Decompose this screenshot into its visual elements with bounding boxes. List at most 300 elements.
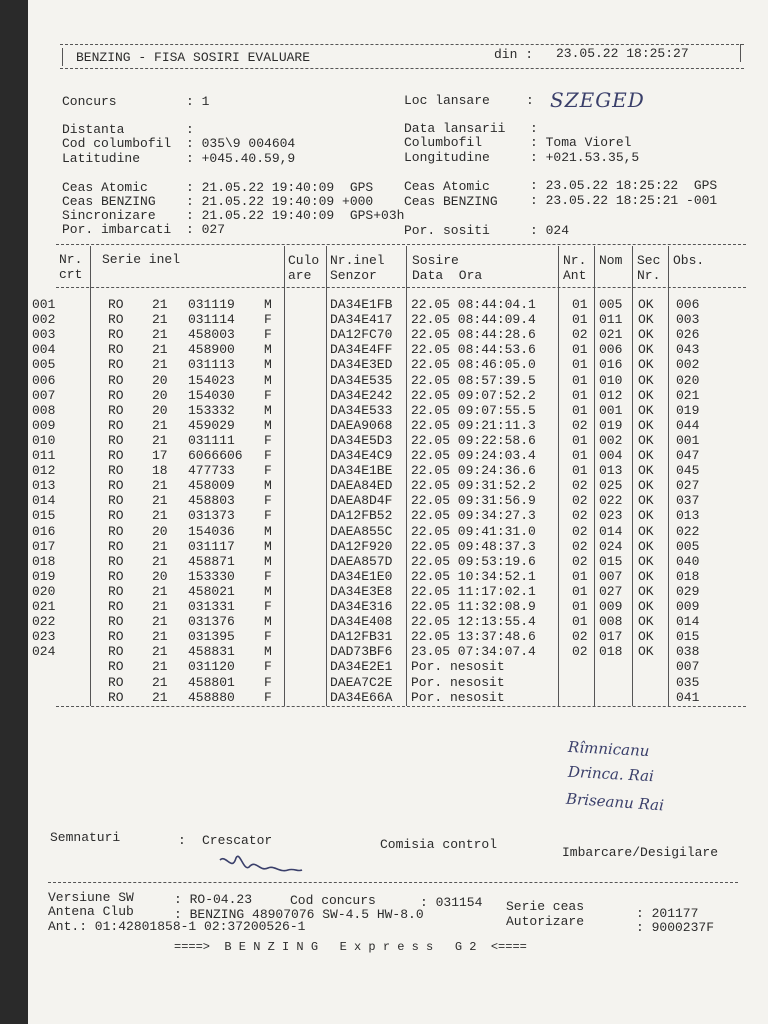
loc-lansare-handwriting: SZEGED (550, 88, 645, 112)
cell-cc: RO (108, 478, 124, 494)
cell-crt: 006 (32, 372, 56, 388)
cell-obs: 001 (676, 432, 700, 448)
cell-num: 154023 (188, 372, 235, 388)
cell-yr: 21 (152, 583, 168, 599)
cell-cc: RO (108, 432, 124, 448)
cell-inel: DAD73BF6 (330, 644, 393, 660)
ceas-atomic-right-label: Ceas Atomic (404, 179, 490, 194)
cell-nom: 015 (599, 553, 623, 569)
crescator-label: Crescator (202, 833, 273, 848)
cell-num: 031395 (188, 629, 235, 645)
cell-num: 458880 (188, 689, 235, 705)
cell-inel: DA34E242 (330, 387, 393, 403)
cell-cc: RO (108, 553, 124, 569)
cell-ant: 01 (572, 583, 588, 599)
crescator-signature (216, 852, 306, 880)
cell-ant: 01 (572, 312, 588, 328)
cod-columbofil-value: : 035\9 004604 (186, 136, 296, 151)
cell-sosire: 22.05 08:44:09.4 (411, 312, 536, 328)
cell-sex: F (264, 432, 272, 448)
cell-inel: DA34E535 (330, 372, 393, 388)
cell-crt: 024 (32, 644, 56, 660)
cell-ant: 01 (572, 463, 588, 479)
cell-ant: 02 (572, 644, 588, 660)
ceas-atomic-left-value: : 21.05.22 19:40:09 GPS (186, 180, 374, 195)
cell-cc: RO (108, 493, 124, 509)
distanta-label: Distanta (62, 122, 125, 137)
cell-obs: 040 (676, 553, 700, 569)
header-top-rule (60, 44, 744, 45)
imbarcare-label: Imbarcare/Desigilare (562, 845, 719, 860)
cell-ant: 02 (572, 478, 588, 494)
cell-inel: DA34E408 (330, 614, 393, 630)
cell-sex: F (264, 659, 272, 675)
footer-top-rule (48, 882, 738, 883)
cell-sec: OK (638, 583, 654, 599)
cell-ant: 01 (572, 432, 588, 448)
cell-nom: 021 (599, 327, 623, 343)
cell-inel: DA34E1FB (330, 297, 393, 312)
cell-sex: M (264, 538, 272, 554)
cell-ant: 01 (572, 387, 588, 403)
cell-num: 031119 (188, 297, 235, 312)
table-row (28, 478, 768, 493)
cell-sosire: 22.05 08:44:04.1 (411, 297, 536, 312)
cell-inel: DA34E3E8 (330, 583, 393, 599)
cell-yr: 21 (152, 357, 168, 373)
th-obs: Obs. (673, 253, 705, 268)
cell-yr: 17 (152, 448, 168, 463)
cell-inel: DAEA857D (330, 553, 393, 569)
th-serie-inel: Serie inel (102, 252, 181, 267)
cell-crt: 014 (32, 493, 56, 509)
cell-inel: DA34E417 (330, 312, 393, 328)
cell-sex: M (264, 297, 272, 312)
cell-sec: OK (638, 312, 654, 328)
cell-inel: DA12FB52 (330, 508, 393, 524)
cell-yr: 21 (152, 478, 168, 494)
th-sosire: Sosire (412, 253, 459, 268)
cell-sex: F (264, 387, 272, 403)
cell-yr: 21 (152, 659, 168, 675)
cell-sec: OK (638, 614, 654, 630)
cell-obs: 021 (676, 387, 700, 403)
table-row (28, 659, 768, 674)
cell-inel: DAEA9068 (330, 417, 393, 433)
cell-sosire: 22.05 08:44:28.6 (411, 327, 536, 343)
table-row (28, 312, 768, 327)
cell-cc: RO (108, 629, 124, 645)
table-row (28, 690, 768, 705)
cell-yr: 21 (152, 538, 168, 554)
table-row (28, 297, 768, 312)
cell-obs: 037 (676, 493, 700, 509)
cell-sex: F (264, 508, 272, 524)
cell-crt: 019 (32, 568, 56, 584)
ceas-benzing-left-label: Ceas BENZING (62, 194, 156, 209)
cell-num: 031373 (188, 508, 235, 524)
cell-ant: 01 (572, 372, 588, 388)
cell-sec: OK (638, 553, 654, 569)
cell-sex: M (264, 417, 272, 433)
table-row (28, 675, 768, 690)
cell-sec: OK (638, 644, 654, 660)
cell-nom: 019 (599, 417, 623, 433)
cell-sosire: 22.05 09:07:52.2 (411, 387, 536, 403)
cell-yr: 21 (152, 312, 168, 328)
cell-obs: 003 (676, 312, 700, 328)
cell-num: 031114 (188, 312, 235, 328)
cell-sosire: 22.05 08:46:05.0 (411, 357, 536, 373)
cell-cc: RO (108, 448, 124, 463)
cell-crt: 009 (32, 417, 56, 433)
table-row (28, 327, 768, 342)
table-row (28, 599, 768, 614)
cell-inel: DA34E5D3 (330, 432, 393, 448)
header-bottom-rule (60, 68, 744, 69)
cell-sex: F (264, 599, 272, 614)
handwritten-name: Briseanu Rai (565, 789, 665, 815)
cell-nom: 025 (599, 478, 623, 494)
cell-cc: RO (108, 523, 124, 539)
cell-num: 458900 (188, 342, 235, 358)
cell-nom: 017 (599, 629, 623, 645)
table-row (28, 524, 768, 539)
cell-sex: M (264, 402, 272, 418)
cell-crt: 004 (32, 342, 56, 358)
cell-sex: M (264, 342, 272, 358)
cell-sosire: 22.05 13:37:48.6 (411, 629, 536, 645)
cell-sec: OK (638, 417, 654, 433)
cell-num: 031111 (188, 432, 235, 448)
cell-inel: DA34E3ED (330, 357, 393, 373)
cell-yr: 20 (152, 568, 168, 584)
semnaturi-colon: : (178, 833, 186, 848)
cell-obs: 045 (676, 463, 700, 479)
cell-nom: 004 (599, 448, 623, 463)
cell-crt: 020 (32, 583, 56, 599)
cell-obs: 013 (676, 508, 700, 524)
por-sositi-label: Por. sositi (404, 223, 490, 238)
cell-cc: RO (108, 312, 124, 328)
cell-cc: RO (108, 342, 124, 358)
cell-nom: 005 (599, 297, 623, 312)
table-row (28, 569, 768, 584)
antena-club-value: : BENZING 48907076 SW-4.5 HW-8.0 (174, 907, 424, 922)
cell-yr: 21 (152, 674, 168, 690)
cell-cc: RO (108, 674, 124, 690)
table-header-rule (56, 287, 746, 288)
cell-obs: 005 (676, 538, 700, 554)
cell-sec: OK (638, 508, 654, 524)
columbofil-value: : Toma Viorel (530, 135, 632, 150)
cell-cc: RO (108, 463, 124, 479)
cell-num: 031331 (188, 599, 235, 614)
cell-obs: 007 (676, 659, 700, 675)
cell-inel: DA34E2E1 (330, 659, 393, 675)
cell-yr: 18 (152, 463, 168, 479)
th-nr: Nr. (59, 252, 83, 267)
cell-crt: 001 (32, 297, 56, 312)
longitudine-label: Longitudine (404, 150, 490, 165)
cell-nom: 023 (599, 508, 623, 524)
cell-nom: 027 (599, 583, 623, 599)
cell-ant: 02 (572, 327, 588, 343)
cell-sex: F (264, 689, 272, 705)
cell-nom: 011 (599, 312, 623, 328)
th-senzor: Senzor (330, 268, 377, 283)
table-row (28, 614, 768, 629)
cell-sex: M (264, 644, 272, 660)
cell-sosire: 22.05 09:53:19.6 (411, 553, 536, 569)
cell-cc: RO (108, 372, 124, 388)
cell-obs: 029 (676, 583, 700, 599)
cell-nom: 016 (599, 357, 623, 373)
por-imbarcati-value: : 027 (186, 222, 226, 237)
benzing-banner: ====> B E N Z I N G E x p r e s s G 2 <==== (174, 940, 527, 954)
cell-inel: DA34E4C9 (330, 448, 393, 463)
handwritten-name: Drinca. Rai (567, 762, 655, 786)
table-row (28, 493, 768, 508)
cell-sex: F (264, 312, 272, 328)
cell-cc: RO (108, 659, 124, 675)
distanta-value: : (186, 122, 194, 137)
cell-num: 031120 (188, 659, 235, 675)
cell-obs: 019 (676, 402, 700, 418)
cell-sec: OK (638, 478, 654, 494)
th-sec: Sec (637, 253, 661, 268)
cell-cc: RO (108, 387, 124, 403)
header-right-border (740, 44, 741, 62)
cell-num: 154036 (188, 523, 235, 539)
latitudine-label: Latitudine (62, 151, 141, 166)
table-row (28, 448, 768, 463)
cell-obs: 009 (676, 599, 700, 614)
cell-crt: 010 (32, 432, 56, 448)
cell-sosire: Por. nesosit (411, 674, 505, 690)
cell-nom: 007 (599, 568, 623, 584)
cell-crt: 018 (32, 553, 56, 569)
cell-sex: F (264, 674, 272, 690)
table-row (28, 629, 768, 644)
ceas-benzing-right-value: : 23.05.22 18:25:21 -001 (530, 193, 718, 208)
th-nr-ant: Nr. (563, 253, 587, 268)
cell-ant: 01 (572, 342, 588, 358)
cell-sec: OK (638, 402, 654, 418)
cell-crt: 013 (32, 478, 56, 494)
table-row (28, 554, 768, 569)
cell-obs: 043 (676, 342, 700, 358)
cell-cc: RO (108, 599, 124, 614)
loc-lansare-label: Loc lansare (404, 93, 490, 108)
antena-club-label: Antena Club (48, 904, 134, 919)
table-row (28, 403, 768, 418)
th-data-ora: Data Ora (412, 268, 483, 283)
cell-nom: 010 (599, 372, 623, 388)
cell-sex: M (264, 523, 272, 539)
cell-obs: 002 (676, 357, 700, 373)
cell-sec: OK (638, 538, 654, 554)
cell-yr: 20 (152, 402, 168, 418)
cell-yr: 21 (152, 493, 168, 509)
cell-num: 458803 (188, 493, 235, 509)
loc-lansare-value: : (526, 93, 534, 108)
header-din-label: din : (494, 47, 534, 62)
cell-cc: RO (108, 417, 124, 433)
cell-num: 031117 (188, 538, 235, 554)
cell-num: 459029 (188, 417, 235, 433)
cell-sosire: 22.05 11:17:02.1 (411, 583, 536, 599)
table-row (28, 539, 768, 554)
th-crt: crt (59, 267, 83, 282)
cell-sosire: 22.05 09:22:58.6 (411, 432, 536, 448)
cell-sosire: 22.05 12:13:55.4 (411, 614, 536, 630)
th-ant: Ant (563, 268, 587, 283)
cell-crt: 005 (32, 357, 56, 373)
cell-crt: 007 (32, 387, 56, 403)
cell-sex: M (264, 553, 272, 569)
cell-inel: DAEA8D4F (330, 493, 393, 509)
cell-ant: 02 (572, 523, 588, 539)
cell-nom: 012 (599, 387, 623, 403)
cell-sec: OK (638, 523, 654, 539)
cell-yr: 21 (152, 417, 168, 433)
table-row (28, 357, 768, 372)
cell-obs: 038 (676, 644, 700, 660)
cell-yr: 21 (152, 689, 168, 705)
ceas-atomic-right-value: : 23.05.22 18:25:22 GPS (530, 178, 718, 193)
cell-sosire: 22.05 09:48:37.3 (411, 538, 536, 554)
cell-yr: 21 (152, 432, 168, 448)
versiune-label: Versiune SW (48, 890, 134, 905)
cell-yr: 21 (152, 297, 168, 312)
cell-sec: OK (638, 568, 654, 584)
cell-crt: 023 (32, 629, 56, 645)
cell-ant: 02 (572, 629, 588, 645)
cell-inel: DA34E533 (330, 402, 393, 418)
cell-yr: 20 (152, 387, 168, 403)
cell-obs: 020 (676, 372, 700, 388)
document-sheet (28, 0, 768, 1024)
cell-yr: 21 (152, 614, 168, 630)
ceas-benzing-right-label: Ceas BENZING (404, 194, 498, 209)
cell-obs: 022 (676, 523, 700, 539)
cell-crt: 012 (32, 463, 56, 479)
cell-nom: 008 (599, 614, 623, 630)
cell-sex: F (264, 493, 272, 509)
cell-obs: 026 (676, 327, 700, 343)
cell-obs: 044 (676, 417, 700, 433)
cell-yr: 21 (152, 629, 168, 645)
cell-obs: 041 (676, 689, 700, 705)
cell-sec: OK (638, 599, 654, 614)
cell-crt: 015 (32, 508, 56, 524)
cell-crt: 021 (32, 599, 56, 614)
cod-columbofil-label: Cod columbofil (62, 136, 172, 151)
cell-cc: RO (108, 508, 124, 524)
sincronizare-label: Sincronizare (62, 208, 156, 223)
cell-num: 154030 (188, 387, 235, 403)
cell-sosire: 22.05 09:31:56.9 (411, 493, 536, 509)
cell-num: 458871 (188, 553, 235, 569)
cell-yr: 21 (152, 644, 168, 660)
cell-crt: 022 (32, 614, 56, 630)
cell-sex: M (264, 357, 272, 373)
cell-num: 458831 (188, 644, 235, 660)
cell-sex: F (264, 568, 272, 584)
cell-sosire: 22.05 09:41:31.0 (411, 523, 536, 539)
cell-cc: RO (108, 538, 124, 554)
por-sositi-value: : 024 (530, 223, 570, 238)
cell-sex: M (264, 372, 272, 388)
cell-cc: RO (108, 583, 124, 599)
cell-sec: OK (638, 463, 654, 479)
cell-sex: M (264, 583, 272, 599)
cell-cc: RO (108, 327, 124, 343)
cell-nom: 013 (599, 463, 623, 479)
cell-inel: DA34E1BE (330, 463, 393, 479)
cell-sex: M (264, 478, 272, 494)
cell-obs: 035 (676, 674, 700, 690)
cell-ant: 01 (572, 614, 588, 630)
cell-inel: DA34E1E0 (330, 568, 393, 584)
cell-sosire: 22.05 09:34:27.3 (411, 508, 536, 524)
serie-ceas-label: Serie ceas (506, 899, 585, 914)
table-row (28, 373, 768, 388)
cell-sosire: 23.05 07:34:07.4 (411, 644, 536, 660)
cell-inel: DAEA7C2E (330, 674, 393, 690)
ceas-atomic-left-label: Ceas Atomic (62, 180, 148, 195)
cell-nom: 006 (599, 342, 623, 358)
cell-sec: OK (638, 342, 654, 358)
cell-sec: OK (638, 629, 654, 645)
cell-sosire: 22.05 09:21:11.3 (411, 417, 536, 433)
cell-obs: 027 (676, 478, 700, 494)
cell-nom: 022 (599, 493, 623, 509)
cell-sosire: 22.05 09:07:55.5 (411, 402, 536, 418)
cell-yr: 21 (152, 508, 168, 524)
table-row (28, 644, 768, 659)
cell-num: 458021 (188, 583, 235, 599)
cell-num: 031113 (188, 357, 235, 373)
table-row (28, 584, 768, 599)
cell-sec: OK (638, 297, 654, 312)
cod-concurs-label: Cod concurs (290, 893, 376, 908)
cell-sec: OK (638, 357, 654, 373)
cell-sex: M (264, 614, 272, 630)
versiune-value: : RO-04.23 (174, 892, 253, 907)
table-body (28, 297, 768, 705)
cell-ant: 01 (572, 402, 588, 418)
cell-ant: 02 (572, 508, 588, 524)
table-row (28, 418, 768, 433)
cell-cc: RO (108, 614, 124, 630)
sincronizare-value: : 21.05.22 19:40:09 GPS+03h (186, 208, 405, 223)
cell-sec: OK (638, 327, 654, 343)
cell-num: 153332 (188, 402, 235, 418)
latitudine-value: : +045.40.59,9 (186, 151, 296, 166)
cell-ant: 02 (572, 417, 588, 433)
comisia-control-label: Comisia control (380, 837, 498, 852)
th-are: are (288, 268, 312, 283)
cell-cc: RO (108, 568, 124, 584)
cell-yr: 20 (152, 523, 168, 539)
cell-nom: 001 (599, 402, 623, 418)
table-top-rule (56, 244, 746, 245)
cell-crt: 016 (32, 523, 56, 539)
cell-inel: DA12FC70 (330, 327, 393, 343)
serie-ceas-value: : 201177 (636, 906, 699, 921)
